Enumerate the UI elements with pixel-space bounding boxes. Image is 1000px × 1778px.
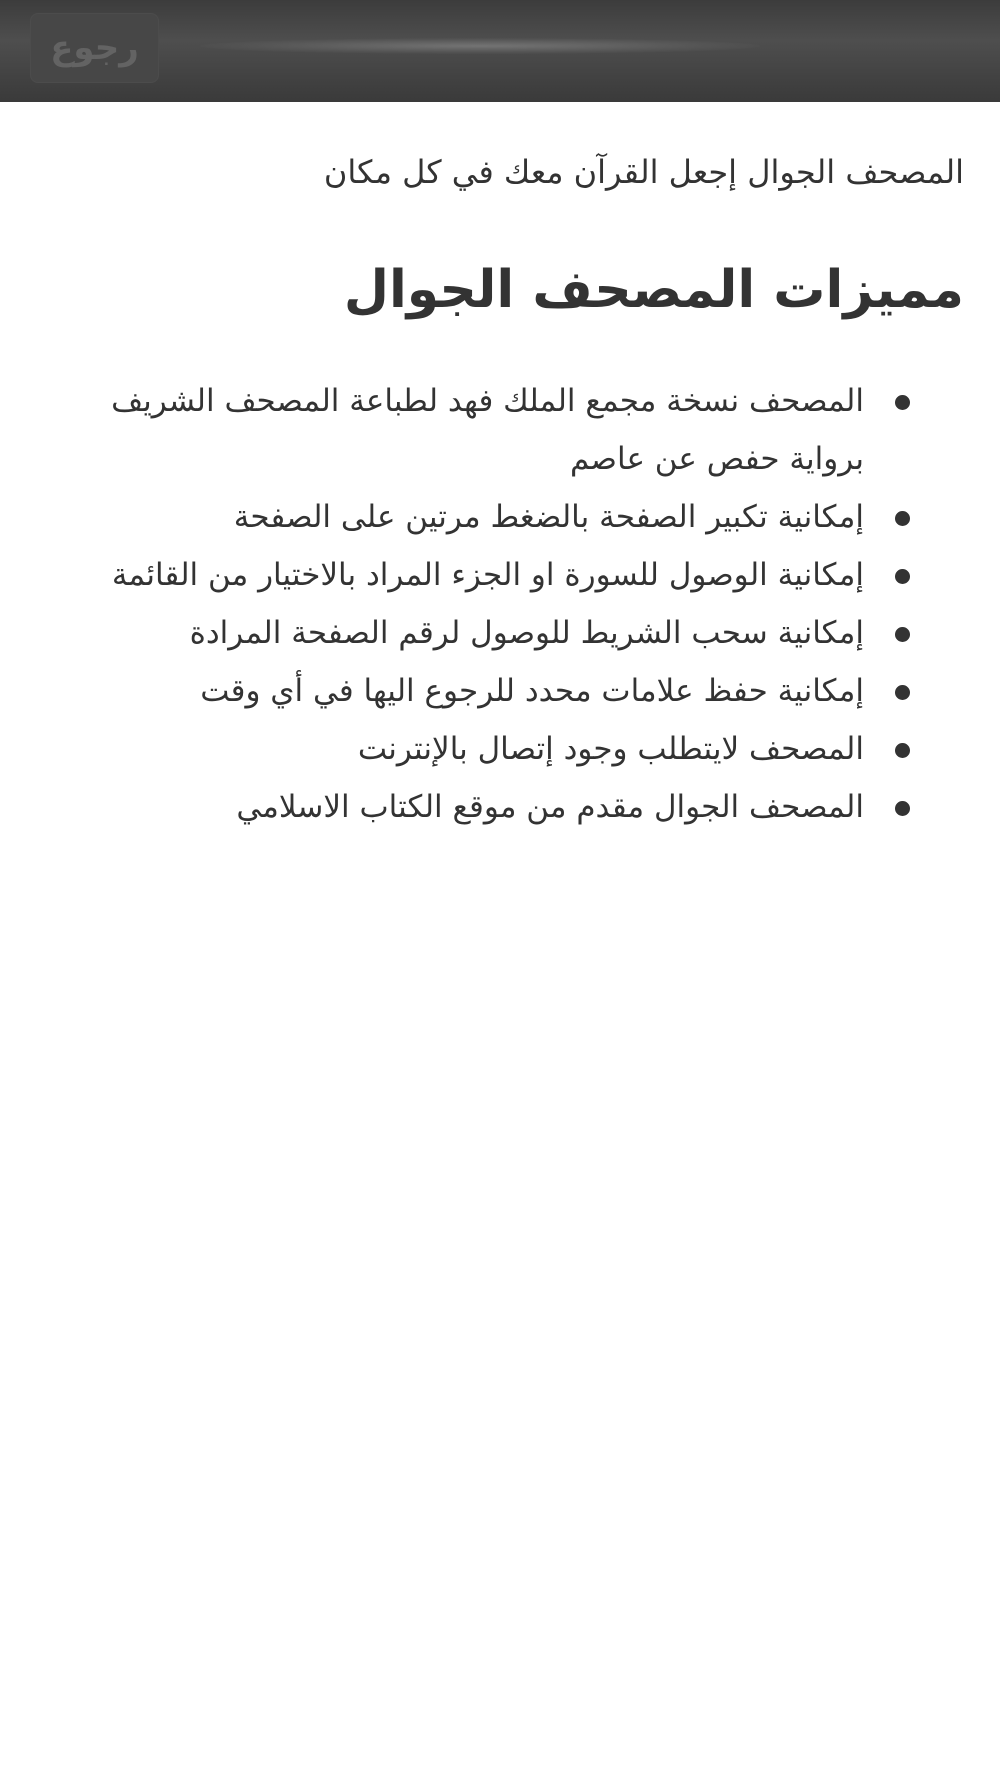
bullet-icon (895, 511, 910, 526)
bullet-icon (895, 685, 910, 700)
feature-text: إمكانية تكبير الصفحة بالضغط مرتين على الصفحة (233, 499, 864, 535)
page-title: مميزات المصحف الجوال (343, 260, 964, 320)
feature-text: إمكانية حفظ علامات محدد للرجوع اليها في أي وقت (200, 673, 864, 709)
feature-item (40, 372, 964, 488)
feature-item (40, 778, 964, 836)
feature-item (40, 720, 964, 778)
feature-text: المصحف الجوال مقدم من موقع الكتاب الاسلامي (236, 789, 864, 825)
feature-item (40, 488, 964, 546)
feature-text: إمكانية سحب الشريط للوصول لرقم الصفحة المرادة (189, 615, 864, 651)
bullet-icon (895, 801, 910, 816)
header-sheen (200, 38, 760, 54)
feature-item (40, 662, 964, 720)
feature-text: إمكانية الوصول للسورة او الجزء المراد بالاختيار من القائمة (111, 557, 864, 593)
feature-item (40, 546, 964, 604)
bullet-icon (895, 743, 910, 758)
back-button[interactable]: رجوع (30, 13, 159, 83)
feature-text: المصحف لايتطلب وجود إتصال بالإنترنت (357, 731, 864, 767)
feature-text: المصحف نسخة مجمع الملك فهد لطباعة المصحف الشريف برواية حفص عن عاصم (111, 383, 864, 477)
feature-item (40, 604, 964, 662)
bullet-icon (895, 569, 910, 584)
features-list (40, 372, 964, 836)
page-subtitle: المصحف الجوال إجعل القرآن معك في كل مكان (323, 153, 964, 191)
header-bar (0, 0, 1000, 102)
bullet-icon (895, 395, 910, 410)
main-content (0, 102, 1000, 836)
bullet-icon (895, 627, 910, 642)
